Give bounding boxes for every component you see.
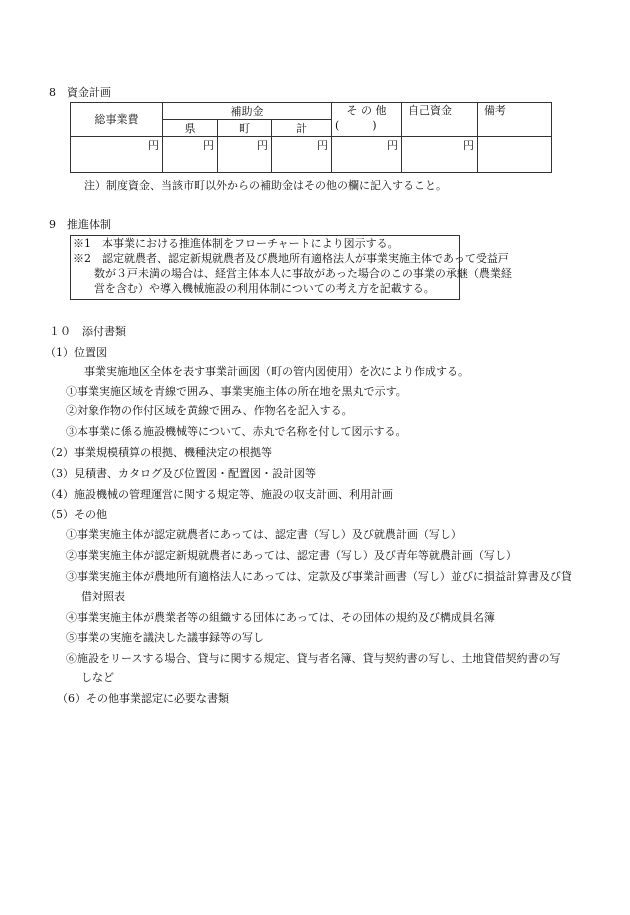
item1-c: ③本事業に係る施設機械等について、赤丸で名称を付して図示する。 [66,425,407,438]
other-header [332,103,402,137]
prefecture-header: 県 [163,120,218,137]
sum-cell: 円 [272,137,332,173]
item5-3-line1: ③事業実施主体が農地所有適格法人にあっては、定款及び事業計画書（写し）並びに損益計算書及び貸 [66,570,572,583]
own-funds-cell: 円 [402,137,478,173]
item5-5: ⑤事業の実施を議決した議事録等の写し [66,631,264,644]
total-cost-cell: 円 [71,137,163,173]
other-cell: 円 [332,137,402,173]
section8-note: 注）制度資金、当該市町以外からの補助金はその他の欄に記入すること。 [84,179,447,192]
item5-3-line2: 借対照表 [81,590,125,603]
item4: （4）施設機械の管理運営に関する規定等、施設の収支計画、利用計画 [45,488,393,501]
prefecture-cell: 円 [163,137,218,173]
item1: （1）位置図 [45,346,107,359]
item1-a: ①事業実施区域を青線で囲み、事業実施主体の所在地を黒丸で示す。 [66,385,407,398]
item2: （2）事業規模積算の根拠、機種決定の根拠等 [45,446,272,459]
item3: （3）見積書、カタログ及び位置図・配置図・設計図等 [45,467,316,480]
item1-b: ②対象作物の作付区域を黄線で囲み、作物名を記入する。 [66,404,353,417]
other-paren: ( ) [335,119,377,132]
own-funds-header: 自己資金 [402,103,478,137]
section9-note2-line1: ※2 認定就農者、認定新規就農者及び農地所有適格法人が事業実施主体であって受益戸 [73,252,509,265]
item6: （6）その他事業認定に必要な書類 [57,692,229,705]
town-cell: 円 [218,137,272,173]
subsidy-header: 補助金 [163,103,332,120]
item1-desc: 事業実施地区全体を表す事業計画図（町の管内図使用）を次により作成する。 [84,365,469,378]
remarks-header: 備考 [478,103,552,137]
remarks-cell [478,137,552,173]
total-cost-header: 総事業費 [71,103,163,137]
item5-2: ②事業実施主体が認定新規就農者にあっては、認定書（写し）及び青年等就農計画（写し） [66,549,517,562]
section9-heading: 9 推進体制 [49,218,111,231]
section10-heading: １０ 添付書類 [49,325,126,338]
sum-header: 計 [272,120,332,137]
item5: （5）その他 [45,508,107,521]
section9-note1: ※1 本事業における推進体制をフローチャートにより図示する。 [73,237,399,250]
item5-6-line1: ⑥施設をリースする場合、貸与に関する規定、貸与者名簿、貸与契約書の写し、土地貸借契約書の写 [66,652,561,665]
other-label: そ の 他 [346,104,387,117]
funding-table [70,102,552,173]
item5-6-line2: しなど [81,671,114,684]
section9-note2-line3: 営を含む）や導入機械施設の利用体制についての考え方を記載する。 [94,282,435,295]
item5-1: ①事業実施主体が認定就農者にあっては、認定書（写し）及び就農計画（写し） [66,528,462,541]
section9-note2-line2: 数が３戸未満の場合は、経営主体本人に事故があった場合のこの事業の承継（農業経 [94,267,512,280]
item5-4: ④事業実施主体が農業者等の組織する団体にあっては、その団体の規約及び構成員名簿 [66,611,495,624]
section8-heading: 8 資金計画 [49,86,111,99]
town-header: 町 [218,120,272,137]
